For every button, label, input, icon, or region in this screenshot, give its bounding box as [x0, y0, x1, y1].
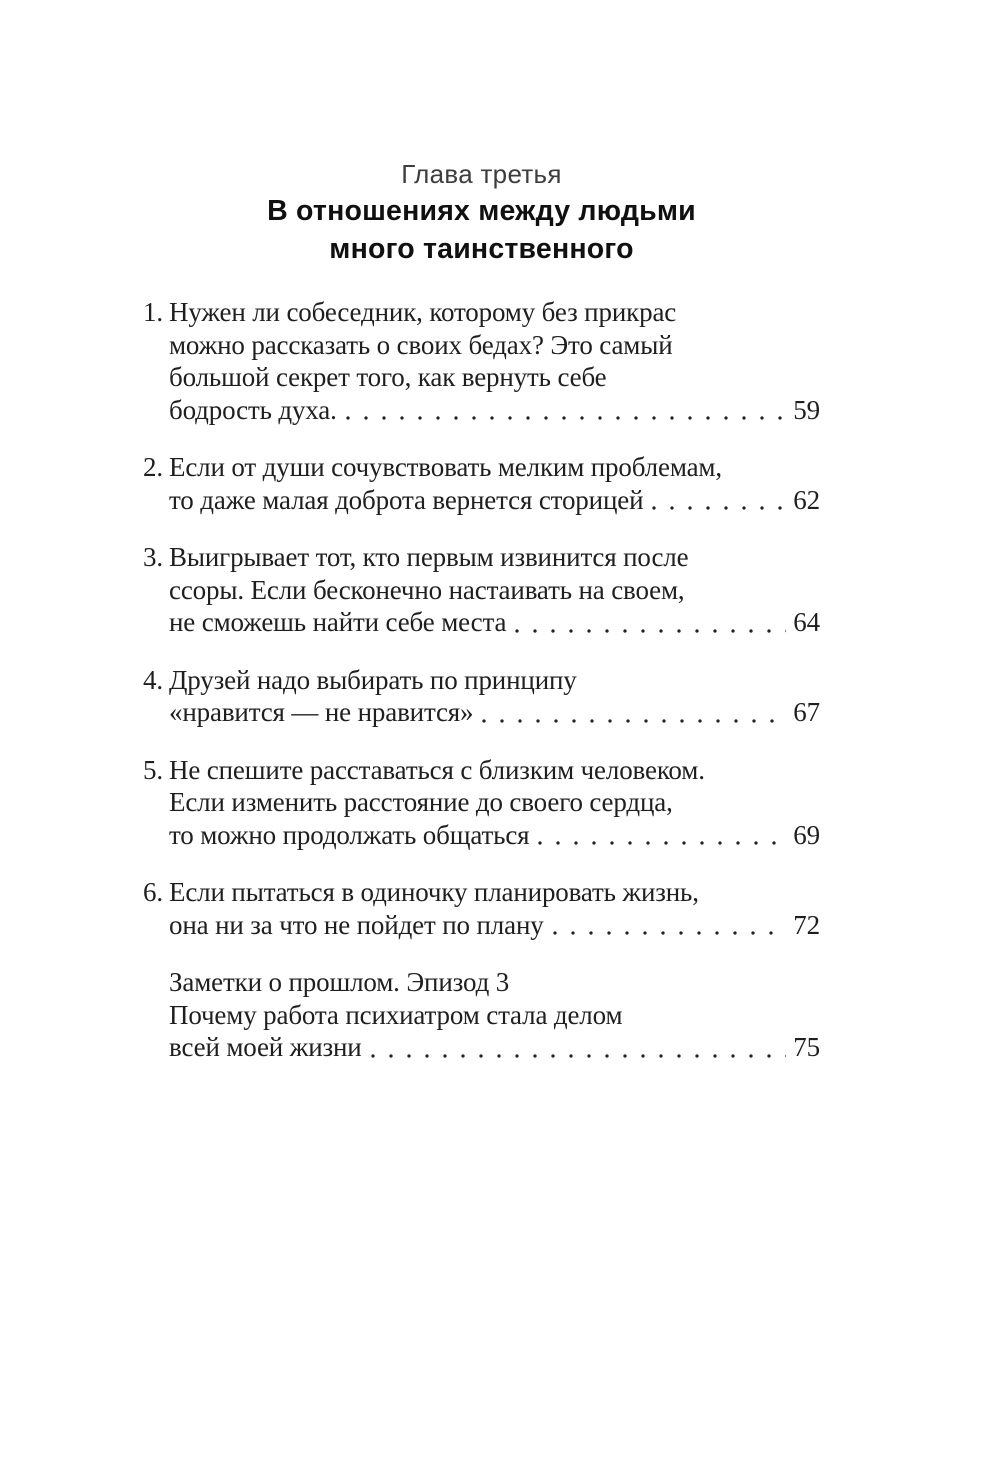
toc-line: Если от души сочувствовать мелким проблемам,	[169, 452, 722, 482]
dot-leader	[346, 416, 787, 420]
toc-item-6[interactable]	[143, 876, 820, 941]
toc-line: Почему работа психиатром стала делом	[169, 999, 623, 1030]
toc-item-body	[169, 664, 820, 729]
toc-line: бодрость духа.	[169, 394, 337, 425]
toc-item-2[interactable]	[143, 451, 820, 516]
toc-item-number: 3.	[143, 542, 163, 572]
toc-line: Выигрывает тот, кто первым извинится после	[169, 542, 689, 572]
toc-item-3[interactable]	[143, 541, 820, 639]
chapter-label: Глава третья	[401, 159, 562, 189]
toc-last-line	[169, 819, 820, 852]
toc-item-1[interactable]	[143, 296, 820, 426]
page-number: 72	[793, 909, 820, 940]
toc-item-5[interactable]	[143, 754, 820, 852]
dot-leader	[515, 629, 786, 633]
dot-leader	[371, 1054, 787, 1058]
page-number: 62	[793, 484, 820, 515]
page-number: 69	[793, 819, 820, 850]
dot-leader	[652, 506, 786, 510]
page-number: 67	[793, 697, 820, 727]
toc-item-body	[169, 541, 820, 639]
toc-item-number	[143, 966, 169, 1064]
toc-item-body	[169, 966, 820, 1064]
dot-leader	[553, 931, 787, 935]
toc-item-number: 2.	[143, 452, 163, 482]
toc-item-4[interactable]	[143, 664, 820, 729]
toc-line: Не спешите расставаться с близким человеком.	[169, 754, 705, 785]
dot-leader	[538, 841, 786, 845]
toc-last-line	[169, 394, 820, 427]
toc-item-number: 4.	[143, 664, 163, 695]
chapter-title-line-2: много таинственного	[329, 233, 634, 265]
toc-item-body	[169, 296, 820, 426]
toc-last-line	[169, 1031, 820, 1064]
toc-item-body	[169, 876, 820, 941]
toc-item-number: 1.	[143, 297, 163, 327]
toc-item-7-notes[interactable]	[143, 966, 820, 1064]
toc-last-line	[169, 696, 820, 729]
toc-line: Нужен ли собеседник, которому без прикрас	[169, 297, 677, 327]
toc-item-body	[169, 754, 820, 852]
dot-leader	[482, 719, 786, 723]
chapter-title-line-1: В отношениях между людьми	[267, 195, 696, 227]
toc-item-body	[169, 451, 820, 516]
toc-item-number: 6.	[143, 877, 163, 907]
toc-line: ссоры. Если бесконечно настаивать на своем,	[169, 574, 685, 605]
page-number: 64	[793, 607, 820, 637]
toc-line: большой секрет того, как вернуть себе	[169, 362, 607, 392]
toc-line: можно рассказать о своих бедах? Это самый	[169, 329, 673, 360]
toc-line: Если изменить расстояние до своего сердца,	[169, 787, 673, 817]
toc-line: то даже малая доброта вернется сторицей	[169, 484, 644, 515]
toc-line: она ни за что не пойдет по плану	[169, 909, 544, 940]
toc-last-line	[169, 484, 820, 517]
page-number: 59	[793, 394, 820, 425]
toc-last-line	[169, 909, 820, 942]
toc-line: «нравится — не нравится»	[169, 697, 474, 727]
toc-item-number: 5.	[143, 754, 163, 785]
toc-last-line	[169, 606, 820, 639]
table-of-contents	[0, 296, 1000, 1064]
page-number: 75	[793, 1032, 820, 1062]
toc-line: не сможешь найти себе места	[169, 607, 507, 637]
toc-line: всей моей жизни	[169, 1032, 362, 1062]
toc-line: Если пытаться в одиночку планировать жизнь,	[169, 877, 699, 907]
chapter-header	[0, 0, 1000, 268]
toc-line: то можно продолжать общаться	[169, 819, 530, 850]
toc-line: Друзей надо выбирать по принципу	[169, 664, 577, 695]
toc-line: Заметки о прошлом. Эпизод 3	[169, 967, 510, 997]
